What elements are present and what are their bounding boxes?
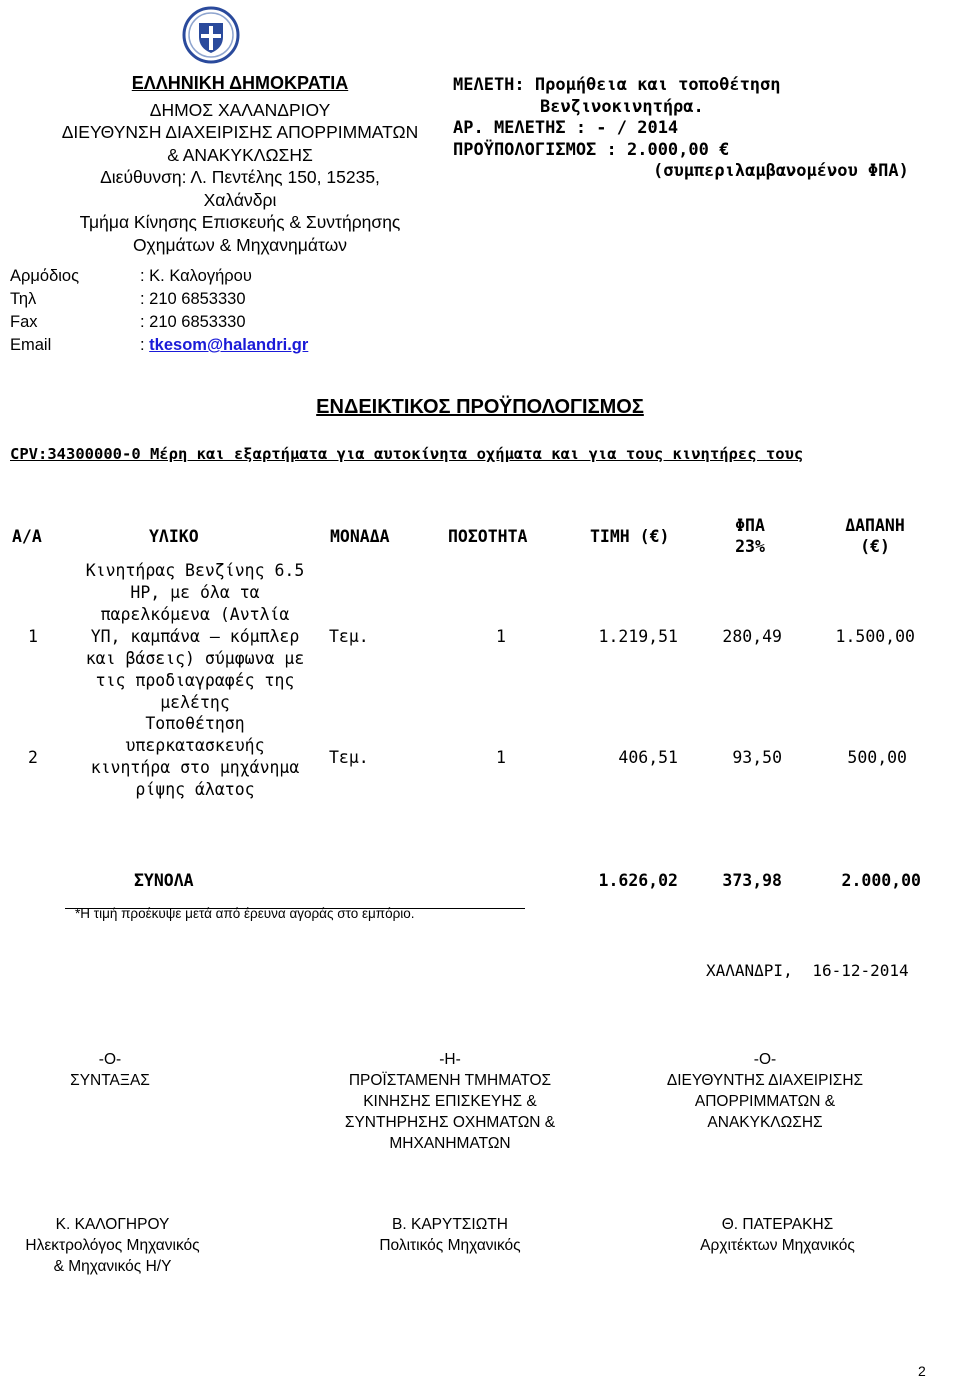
department-line: Οχημάτων & Μηχανημάτων	[132, 234, 348, 255]
item-line: Τοποθέτηση	[145, 714, 245, 733]
contact-row	[10, 265, 430, 288]
signatory-author	[0, 1214, 225, 1277]
cpv-line: CPV:34300000-0 Μέρη και εξαρτήματα για αυτοκίνητα οχήματα και για τους κινητήρες τους	[10, 445, 804, 463]
signature-role: ΠΡΟΪΣΤΑΜΕΝΗ ΤΜΗΜΑΤΟΣ	[348, 1072, 552, 1089]
signature-role: ΚΙΝΗΣΗΣ ΕΠΙΣΚΕΥΗΣ &	[363, 1093, 537, 1110]
study-budget: ΠΡΟΫΠΟΛΟΓΙΣΜΟΣ : 2.000,00 €	[453, 139, 730, 160]
contact-info	[10, 265, 430, 357]
signature-role: ΔΙΕΥΘΥΝΤΗΣ ΔΙΑΧΕΙΡΙΣΗΣ	[666, 1072, 864, 1089]
contact-row	[10, 311, 430, 334]
totals-vat: 373,98	[722, 871, 782, 890]
col-header-item: ΥΛΙΚΟ	[149, 527, 199, 546]
col-header-vat	[700, 515, 800, 557]
signatory-title: Πολιτικός Μηχανικός	[379, 1237, 521, 1254]
row-item-description	[60, 560, 330, 714]
contact-value: : 210 6853330	[140, 290, 246, 308]
address-line: Χαλάνδρι	[203, 189, 277, 210]
municipality-heading: ΔΗΜΟΣ ΧΑΛΑΝΔΡΙΟΥ	[149, 99, 331, 120]
item-line: ρίψης άλατος	[135, 780, 255, 799]
signature-mark: -Ο-	[98, 1051, 122, 1068]
contact-label: Αρμόδιος	[10, 267, 80, 285]
study-info	[453, 75, 958, 183]
totals-price: 1.626,02	[598, 871, 678, 890]
row-aa: 2	[28, 748, 38, 767]
signatory-head-of-department	[340, 1214, 560, 1256]
contact-row	[10, 288, 430, 311]
signatory-title: Ηλεκτρολόγος Μηχανικός	[25, 1237, 200, 1254]
signatory-title: Αρχιτέκτων Μηχανικός	[700, 1237, 855, 1254]
signature-role: ΑΝΑΚΥΚΛΩΣΗΣ	[707, 1114, 823, 1131]
study-title-cont: Βενζινοκινητήρα.	[540, 96, 704, 117]
signature-block-author	[10, 1049, 210, 1091]
row-qty: 1	[496, 627, 506, 646]
row-unit: Τεμ.	[329, 627, 369, 646]
col-header-cost-label: ΔΑΠΑΝΗ	[845, 516, 905, 535]
col-header-aa: Α/Α	[12, 527, 42, 546]
item-line: κινητήρα στο μηχάνημα	[90, 758, 300, 777]
signature-mark: -Ο-	[753, 1051, 777, 1068]
signature-role: ΑΠΟΡΡΙΜΜΑΤΩΝ &	[694, 1093, 836, 1110]
contact-label: Fax	[10, 313, 38, 331]
row-aa: 1	[28, 627, 38, 646]
email-prefix: :	[140, 336, 150, 354]
col-header-cost	[815, 515, 935, 557]
place: ΧΑΛΑΝΔΡΙ,	[706, 961, 793, 980]
row-qty: 1	[496, 748, 506, 767]
study-vat-note: (συμπεριλαμβανομένου ΦΠΑ)	[653, 161, 909, 181]
directorate-line: ΔΙΕΥΘΥΝΣΗ ΔΙΑΧΕΙΡΙΣΗΣ ΑΠΟΡΡΙΜΜΑΤΩΝ	[61, 122, 419, 142]
item-line: HP, με όλα τα	[130, 583, 260, 602]
contact-value: : Κ. Καλογήρου	[140, 267, 252, 285]
row-vat: 93,50	[732, 748, 782, 767]
item-line: Κινητήρας Βενζίνης 6.5	[85, 561, 305, 580]
date: 16-12-2014	[812, 961, 909, 980]
table-row	[0, 560, 960, 720]
study-title: ΜΕΛΕΤΗ: Προμήθεια και τοποθέτηση	[453, 75, 781, 95]
item-line: μελέτης	[160, 693, 230, 712]
col-header-price: ΤΙΜΗ (€)	[590, 527, 670, 546]
totals-label: ΣΥΝΟΛΑ	[134, 871, 194, 890]
footnote: *Η τιμή προέκυψε μετά από έρευνα αγοράς στο εμπόριο.	[75, 906, 415, 921]
page-number: 2	[918, 1363, 926, 1379]
signature-role: ΣΥΝΤΑΞΑΣ	[70, 1072, 150, 1089]
row-item-description	[60, 713, 330, 801]
item-line: τις προδιαγραφές της	[95, 671, 295, 690]
col-header-vat-rate: 23%	[735, 537, 765, 556]
signature-role: ΜΗΧΑΝΗΜΑΤΩΝ	[389, 1135, 511, 1152]
department-line: Τμήμα Κίνησης Επισκευής & Συντήρησης	[79, 212, 401, 232]
signature-mark: -Η-	[439, 1051, 461, 1068]
signature-block-head-of-department	[305, 1049, 595, 1154]
col-header-qty: ΠΟΣΟΤΗΤΑ	[448, 527, 528, 546]
place-date	[706, 961, 909, 980]
item-line: ΥΠ, καμπάνα – κόμπλερ	[90, 627, 300, 646]
contact-value	[140, 334, 308, 357]
contact-label: Email	[10, 336, 52, 354]
signatory-name: Κ. ΚΑΛΟΓΗΡΟΥ	[55, 1216, 170, 1233]
directorate-line: & ΑΝΑΚΥΚΛΩΣΗΣ	[167, 144, 313, 165]
totals-row	[0, 870, 960, 896]
page-title: ΕΝΔΕΙΚΤΙΚΟΣ ΠΡΟΫΠΟΛΟΓΙΣΜΟΣ	[316, 396, 644, 418]
signatory-name: Θ. ΠΑΤΕΡΑΚΗΣ	[721, 1216, 834, 1233]
signature-role: ΣΥΝΤΗΡΗΣΗΣ ΟΧΗΜΑΤΩΝ &	[344, 1114, 556, 1131]
study-number: ΑΡ. ΜΕΛΕΤΗΣ : - / 2014	[453, 118, 679, 138]
country-heading: ΕΛΛΗΝΙΚΗ ΔΗΜΟΚΡΑΤΙΑ	[131, 73, 349, 93]
row-unit: Τεμ.	[329, 748, 369, 767]
table-row	[0, 713, 960, 803]
address-line: Διεύθυνση: Λ. Πεντέλης 150, 15235,	[100, 167, 380, 187]
contact-row	[10, 334, 430, 357]
issuer-block	[55, 72, 425, 256]
signatory-title: & Μηχανικός Η/Υ	[53, 1258, 172, 1275]
hellenic-republic-emblem	[182, 6, 240, 64]
row-cost: 1.500,00	[835, 627, 915, 646]
signatory-director	[665, 1214, 890, 1256]
signature-block-director	[640, 1049, 890, 1133]
row-vat: 280,49	[722, 627, 782, 646]
email-link[interactable]: tkesom@halandri.gr	[149, 336, 309, 354]
row-cost: 500,00	[847, 748, 907, 767]
contact-value: : 210 6853330	[140, 313, 246, 331]
col-header-vat-label: ΦΠΑ	[735, 516, 765, 535]
contact-label: Τηλ	[10, 290, 37, 308]
item-line: και βάσεις) σύμφωνα με	[85, 649, 305, 668]
item-line: παρελκόμενα (Αντλία	[100, 605, 290, 624]
signatory-name: Β. ΚΑΡΥΤΣΙΩΤΗ	[392, 1216, 508, 1233]
col-header-cost-unit: (€)	[860, 537, 890, 556]
totals-cost: 2.000,00	[841, 871, 921, 890]
col-header-unit: ΜΟΝΑΔΑ	[330, 527, 390, 546]
item-line: υπερκατασκευής	[125, 736, 265, 755]
row-price: 1.219,51	[598, 627, 678, 646]
row-price: 406,51	[618, 748, 678, 767]
